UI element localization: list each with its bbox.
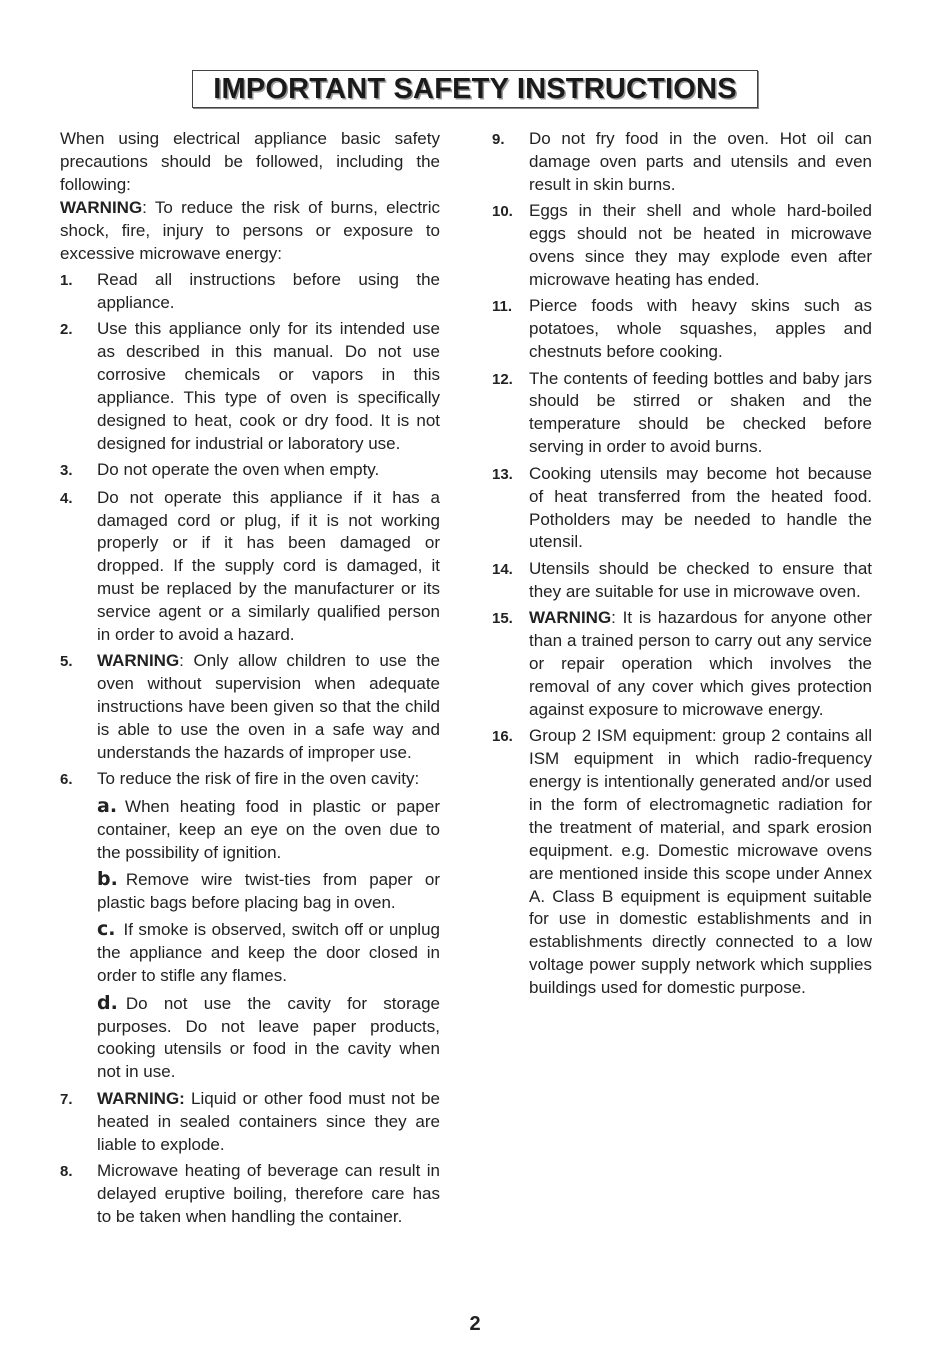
item-number: 4. [60, 489, 73, 507]
item-body: Liquid or other food must not be heated in sealed containers since they are liable to explode. [97, 1088, 440, 1154]
warning-label: WARNING [97, 651, 180, 671]
list-item-8 [60, 1160, 440, 1229]
item-text: Do not fry food in the oven. Hot oil can damage oven parts and utensils and even result in skin burns. [529, 129, 872, 194]
item-text [97, 1088, 440, 1157]
list-item-16 [492, 725, 872, 1000]
item-text: Do not operate this appliance if it has a damaged cord or plug, if it is not working properly or if it has been damaged or dropped. If the supply cord is damaged, it must be replaced by the manufacturer or its service agent or a similarly qualified person in order to avoid a hazard. [97, 487, 440, 645]
item-body: : Only allow children to use the oven without supervision when adequate instructions have been given so that the child is able to use the oven in a safe way and understands the hazards of improper use. [97, 651, 440, 763]
list-item-10 [492, 200, 872, 292]
item-number: 2. [60, 321, 73, 339]
item-number: 5. [60, 653, 73, 671]
sub-item-text: Do not use the cavity for storage purposes. Do not leave paper products, cooking utensils or food in the cavity when not in use. [97, 993, 440, 1082]
item-text: Group 2 ISM equipment: group 2 contains all ISM equipment in which radio-frequency energy is intentionally generated and/or used in the form of electromagnetic radiation for the treatment of material, and spark erosion equipment. e.g. Domestic microwave ovens are mentioned inside this scope under Annex A. Class B equipment is equipment suitable for use in domestic establishments and in establishments directly connected to a low voltage power supply network which supplies buildings used for domestic purpose. [529, 726, 872, 998]
sub-item-text: When heating food in plastic or paper container, keep an eye on the oven due to the possibility of ignition. [97, 796, 440, 862]
sub-item-b [97, 868, 440, 915]
item-number: 12. [492, 370, 513, 388]
list-item-12 [492, 368, 872, 460]
item-text: Eggs in their shell and whole hard-boiled eggs should not be heated in microwave ovens since they may explode even after microwave heating has ended. [529, 201, 872, 289]
list-item-11 [492, 295, 872, 364]
item-body: : It is hazardous for anyone other than a trained person to carry out any service or repair operation which involves the removal of any cover which gives protection against exposure to microwave energy. [529, 608, 872, 719]
left-column [60, 128, 440, 1229]
item-number: 14. [492, 560, 513, 578]
item-number: 6. [60, 771, 73, 789]
item-text: Utensils should be checked to ensure that they are suitable for use in microwave oven. [529, 558, 872, 601]
item-text [97, 768, 440, 1084]
list-item-14 [492, 558, 872, 604]
list-item-6 [60, 768, 440, 1084]
item-body: To reduce the risk of fire in the oven cavity: [97, 769, 420, 789]
item-number: 15. [492, 610, 513, 628]
warning-intro-text: : To reduce the risk of burns, electric shock, fire, injury to persons or exposure to excessive microwave energy: [60, 197, 440, 263]
sub-item-text: If smoke is observed, switch off or unplug the appliance and keep the door closed in order to stifle any flames. [97, 920, 440, 986]
list-item-4 [60, 487, 440, 647]
sub-item-c [97, 918, 440, 988]
sub-item-text: Remove wire twist-ties from paper or plastic bags before placing bag in oven. [97, 870, 440, 912]
sub-item-d [97, 992, 440, 1085]
warning-intro [60, 197, 440, 266]
item-number: 10. [492, 203, 513, 221]
item-text: The contents of feeding bottles and baby jars should be stirred or shaken and the temperature should be checked before serving in order to avoid burns. [529, 368, 872, 457]
item-number: 1. [60, 271, 73, 289]
intro-text: When using electrical appliance basic safety precautions should be followed, including the following: [60, 129, 440, 194]
warning-label: WARNING: [97, 1088, 185, 1108]
list-item-9 [492, 128, 872, 197]
item-text: Do not operate the oven when empty. [97, 460, 380, 480]
page-title-box [192, 70, 758, 108]
item-number: 7. [60, 1090, 73, 1108]
page-number: 2 [469, 1313, 481, 1335]
item-text: Microwave heating of beverage can result in delayed eruptive boiling, therefore care has to be taken when handling the container. [97, 1160, 440, 1226]
item-text: Read all instructions before using the appliance. [97, 269, 440, 312]
list-item-5 [60, 650, 440, 765]
item-number: 9. [492, 131, 505, 148]
warning-label: WARNING [529, 608, 612, 628]
item-number: 13. [492, 465, 513, 483]
list-item-3 [60, 459, 440, 483]
list-item-7 [60, 1088, 440, 1157]
item-text: Pierce foods with heavy skins such as potatoes, whole squashes, apples and chestnuts before cooking. [529, 296, 872, 362]
item-number: 16. [492, 728, 513, 746]
list-item-15 [492, 607, 872, 722]
sub-item-a [97, 795, 440, 865]
item-text: Cooking utensils may become hot because of heat transferred from the heated food. Potholders may be needed to handle the utensil. [529, 463, 872, 552]
list-item-1 [60, 269, 440, 315]
right-column [492, 128, 872, 1000]
list-item-2 [60, 318, 440, 455]
item-text [97, 650, 440, 765]
item-number: 3. [60, 462, 73, 480]
sub-item-letter: c. [97, 918, 116, 941]
sub-item-letter: d. [97, 991, 118, 1014]
item-text [529, 607, 872, 722]
page-title: IMPORTANT SAFETY INSTRUCTIONS [213, 72, 737, 105]
warning-label: WARNING [60, 197, 143, 217]
sub-item-letter: b. [97, 868, 118, 891]
sub-item-letter: a. [97, 794, 118, 817]
list-item-13 [492, 463, 872, 555]
item-text: Use this appliance only for its intended use as described in this manual. Do not use corrosive chemicals or vapors in this appliance. This type of oven is specifically designed to heat, cook or dry food. It is not designed for industrial or laboratory use. [97, 319, 440, 453]
item-number: 11. [492, 298, 513, 316]
item-number: 8. [60, 1162, 73, 1180]
